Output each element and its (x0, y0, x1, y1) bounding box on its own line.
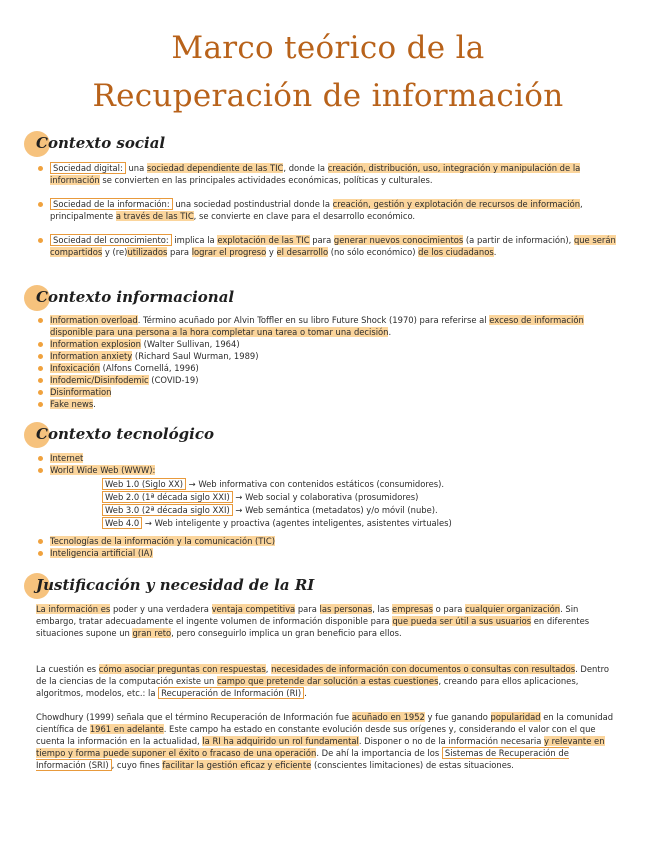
heading-technological (36, 425, 214, 443)
term-box: Sociedad del conocimiento: (50, 234, 172, 246)
text: . Este campo ha estado en constante evolución desde sus orígenes y, considerando el valor con el que cuenta la información en la actualidad, (36, 724, 596, 746)
text: (Richard Saul Wurman, 1989) (132, 351, 259, 361)
text: o para (432, 604, 466, 614)
web-version-box: Web 4.0 (102, 517, 142, 529)
text: . (493, 247, 497, 257)
technological-list-bottom (36, 535, 616, 559)
highlight: que pueda ser útil a sus usuarios (392, 616, 532, 626)
list-item (36, 338, 616, 350)
highlight: Disinformation (50, 387, 112, 397)
highlight: lograr el progreso (191, 247, 267, 257)
text: en la comunidad científica de (36, 712, 614, 734)
paragraph (36, 663, 616, 699)
highlight: explotación de las TIC (217, 235, 310, 245)
justification-p3 (36, 711, 616, 771)
highlight: las personas (319, 604, 373, 614)
paragraph (36, 711, 616, 771)
text: . Dentro de la ciencias de la computación existe un (36, 664, 609, 686)
heading-technological-text: Contexto tecnológico (36, 425, 214, 443)
web-version-row (102, 491, 452, 504)
text: . De ahí la importancia de los (316, 748, 442, 758)
highlight: popularidad (490, 712, 541, 722)
heading-justification-text: Justificación y necesidad de la RI (36, 576, 315, 594)
text: , (265, 664, 272, 674)
text: para (167, 247, 192, 257)
text: → Web informativa con contenidos estáticos (consumidores). (185, 479, 445, 489)
web-version-row (102, 504, 452, 517)
text: . Término acuñado por Alvin Toffler en su libro Future Shock (1970) para referirse al (137, 315, 490, 325)
list-item (36, 362, 616, 374)
heading-social-text: Contexto social (36, 134, 166, 152)
text: y fue ganando (424, 712, 491, 722)
text: se convierten en las principales actividades económicas, políticas y culturales. (99, 175, 433, 185)
highlight: La información es (36, 604, 111, 614)
list-item (36, 314, 616, 338)
term-box: Sociedad digital: (50, 162, 126, 174)
text: La cuestión es (36, 664, 99, 674)
highlight: 1961 en adelante (89, 724, 164, 734)
list-item (36, 452, 616, 464)
text: → Web semántica (metadatos) y/o móvil (nube). (232, 505, 438, 515)
text: , las (372, 604, 393, 614)
highlight: Inteligencia artificial (IA) (50, 548, 153, 558)
highlight: utilizados (127, 247, 168, 257)
heading-social (36, 134, 165, 152)
page-title-line1: Marco teórico de la (171, 30, 485, 66)
text: para (309, 235, 334, 245)
highlight: cómo asociar preguntas con respuestas (98, 664, 266, 674)
justification-p2 (36, 663, 616, 699)
web-version-box: Web 3.0 (2ª década siglo XXI) (102, 504, 233, 516)
list-item (36, 535, 616, 547)
text: . Disponer o no de la información necesaria (358, 736, 545, 746)
highlight: creación, distribución, uso, integración y manipulación de la información (50, 163, 581, 185)
informational-list (36, 314, 616, 410)
text: → Web social y colaborativa (prosumidores) (232, 492, 419, 502)
heading-justification (36, 576, 314, 594)
text: implica la (171, 235, 218, 245)
highlight: Internet (50, 453, 84, 463)
highlight: Information overload (50, 315, 138, 325)
list-item (36, 386, 616, 398)
highlight: cualquier organización (465, 604, 561, 614)
text: una (125, 163, 147, 173)
highlight: Infoxicación (50, 363, 100, 373)
term-box: Sistemas de Recuperación de Información (SRI) (36, 748, 569, 770)
list-item (36, 162, 616, 186)
text: (conscientes limitaciones) de estas situaciones. (311, 760, 514, 770)
list-item (36, 198, 616, 222)
highlight: Fake news (50, 399, 94, 409)
page-title-line2: Recuperación de información (92, 78, 564, 114)
text: para (295, 604, 320, 614)
text: , creando para ellos aplicaciones, algoritmos, modelos, etc.: la (36, 676, 579, 698)
text: (a partir de información), (463, 235, 574, 245)
list-item (36, 350, 616, 362)
text: y (266, 247, 277, 257)
web-version-box: Web 2.0 (1ª década siglo XXI) (102, 491, 233, 503)
highlight: Infodemic/Disinfodemic (50, 375, 149, 385)
technological-list-top (36, 452, 616, 476)
web-version-row (102, 478, 452, 491)
list-item (36, 398, 616, 410)
highlight: facilitar la gestión eficaz y eficiente (162, 760, 312, 770)
web-version-row (102, 517, 452, 530)
text: . (388, 327, 392, 337)
highlight: campo que pretende dar solución a estas cuestiones (216, 676, 439, 686)
term-box: Sociedad de la información: (50, 198, 173, 210)
highlight: a través de las TIC (115, 211, 194, 221)
highlight: y relevante en tiempo y forma puede suponer el éxito o fracaso de una operación (36, 736, 605, 758)
text: . (93, 399, 96, 409)
text: (Walter Sullivan, 1964) (141, 339, 240, 349)
highlight: gran reto (132, 628, 172, 638)
text: y (re) (102, 247, 128, 257)
text: en diferentes situaciones supone un (36, 616, 590, 638)
text: Chowdhury (1999) señala que el término Recuperación de Información fue (36, 712, 352, 722)
text: , pero conseguirlo implica un gran beneficio para ellos. (171, 628, 402, 638)
text: (Alfons Cornellá, 1996) (99, 363, 199, 373)
highlight: exceso de información disponible para una persona a la hora completar una tarea o tomar una decisión (50, 315, 584, 337)
text: , se convierte en clave para el desarrollo económico. (193, 211, 416, 221)
highlight: empresas (392, 604, 433, 614)
text: (no sólo económico) (328, 247, 419, 257)
highlight: World Wide Web (WWW): (50, 465, 156, 475)
heading-informational-text: Contexto informacional (36, 288, 235, 306)
list-item (36, 464, 616, 476)
list-item (36, 374, 616, 386)
highlight: sociedad dependiente de las TIC (146, 163, 284, 173)
highlight: necesidades de información con documentos o consultas con resultados (271, 664, 576, 674)
list-item (36, 547, 616, 559)
highlight: acuñado en 1952 (351, 712, 425, 722)
text: . Sin embargo, tratar adecuadamente el ingente volumen de información disponible para (36, 604, 579, 626)
paragraph (36, 603, 616, 639)
text: (COVID-19) (148, 375, 199, 385)
heading-informational (36, 288, 234, 306)
highlight: Information anxiety (50, 351, 133, 361)
highlight: generar nuevos conocimientos (333, 235, 464, 245)
text: , principalmente (50, 199, 583, 221)
highlight: creación, gestión y explotación de recursos de información (332, 199, 581, 209)
highlight: el desarrollo (276, 247, 329, 257)
social-list (36, 162, 616, 258)
text: una sociedad postindustrial donde la (172, 199, 333, 209)
web-version-box: Web 1.0 (Siglo XX) (102, 478, 186, 490)
text: → Web inteligente y proactiva (agentes inteligentes, asistentes virtuales) (142, 518, 452, 528)
list-item (36, 234, 616, 258)
highlight: la RI ha adquirido un rol fundamental (202, 736, 359, 746)
highlight: Tecnologías de la información y la comunicación (TIC) (50, 536, 276, 546)
highlight: ventaja competitiva (211, 604, 296, 614)
text: . (304, 688, 307, 698)
highlight: que serán compartidos (50, 235, 616, 257)
highlight: Information explosion (50, 339, 141, 349)
text: , cuyo fines (111, 760, 163, 770)
term-box: Recuperación de Información (RI) (158, 687, 304, 699)
web-versions (102, 478, 452, 530)
highlight: de los ciudadanos (418, 247, 494, 257)
justification-p1 (36, 603, 616, 639)
text: poder y una verdadera (110, 604, 212, 614)
text: , donde la (283, 163, 328, 173)
